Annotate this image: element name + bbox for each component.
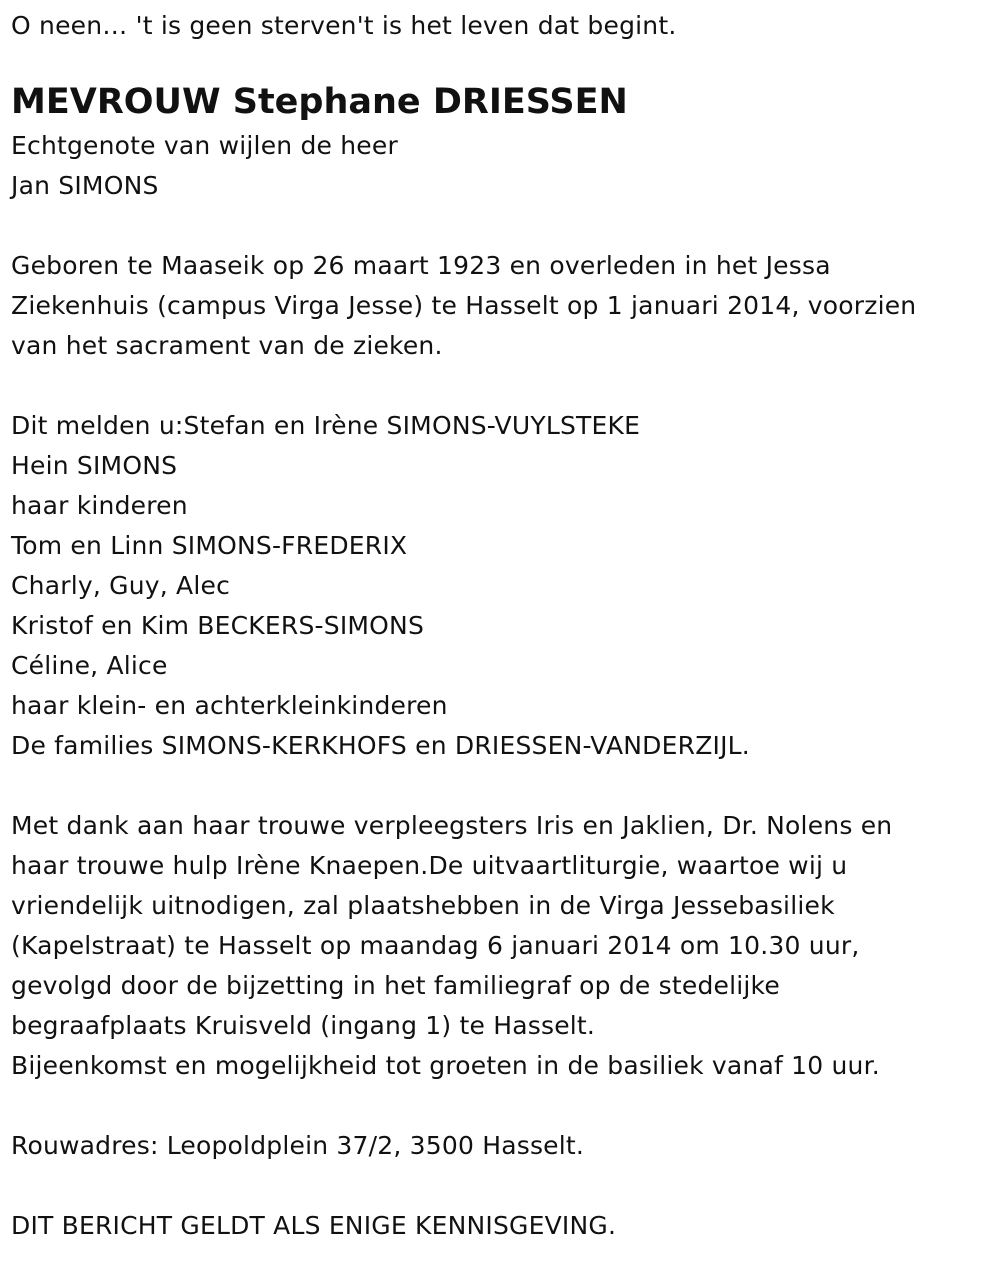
- paragraph-line: begraafplaats Kruisveld (ingang 1) te Hasselt.: [11, 1011, 596, 1040]
- paragraph-line: vriendelijk uitnodigen, zal plaatshebben in de Virga Jessebasiliek: [11, 891, 835, 920]
- spouse-name: Jan SIMONS: [11, 171, 159, 200]
- notice-statement: DIT BERICHT GELDT ALS ENIGE KENNISGEVING.: [11, 1211, 617, 1240]
- paragraph-line: (Kapelstraat) te Hasselt op maandag 6 januari 2014 om 10.30 uur,: [11, 931, 860, 960]
- birth-death-paragraph: [11, 246, 991, 366]
- mourning-address: Rouwadres: Leopoldplein 37/2, 3500 Hasselt.: [11, 1131, 585, 1160]
- family-line: De families SIMONS-KERKHOFS en DRIESSEN-VANDERZIJL.: [11, 731, 750, 760]
- paragraph-line: Geboren te Maaseik op 26 maart 1923 en overleden in het Jessa: [11, 251, 831, 280]
- paragraph-line: van het sacrament van de zieken.: [11, 331, 443, 360]
- obituary-document: [11, 6, 991, 1246]
- family-line: Dit melden u:Stefan en Irène SIMONS-VUYLSTEKE: [11, 411, 641, 440]
- paragraph-line: haar trouwe hulp Irène Knaepen.De uitvaartliturgie, waartoe wij u: [11, 851, 848, 880]
- spacer: [11, 366, 991, 406]
- family-line: Céline, Alice: [11, 651, 168, 680]
- spacer: [11, 766, 991, 806]
- spacer: [11, 206, 991, 246]
- paragraph-line: Met dank aan haar trouwe verpleegsters Iris en Jaklien, Dr. Nolens en: [11, 811, 893, 840]
- family-line: Hein SIMONS: [11, 451, 178, 480]
- spouse-line: Echtgenote van wijlen de heer: [11, 131, 398, 160]
- family-line: haar kinderen: [11, 491, 188, 520]
- family-line: haar klein- en achterkleinkinderen: [11, 691, 448, 720]
- ceremony-paragraph: [11, 806, 991, 1086]
- paragraph-line: Bijeenkomst en mogelijkheid tot groeten in de basiliek vanaf 10 uur.: [11, 1051, 880, 1080]
- family-line: Tom en Linn SIMONS-FREDERIX: [11, 531, 408, 560]
- family-list: [11, 406, 991, 766]
- opening-quote: O neen… 't is geen sterven't is het leven dat begint.: [11, 11, 677, 40]
- spacer: [11, 46, 991, 78]
- deceased-name: MEVROUW Stephane DRIESSEN: [11, 82, 628, 122]
- family-line: Kristof en Kim BECKERS-SIMONS: [11, 611, 425, 640]
- spacer: [11, 1166, 991, 1206]
- paragraph-line: gevolgd door de bijzetting in het familiegraf op de stedelijke: [11, 971, 780, 1000]
- paragraph-line: Ziekenhuis (campus Virga Jesse) te Hasselt op 1 januari 2014, voorzien: [11, 291, 917, 320]
- spacer: [11, 1086, 991, 1126]
- family-line: Charly, Guy, Alec: [11, 571, 231, 600]
